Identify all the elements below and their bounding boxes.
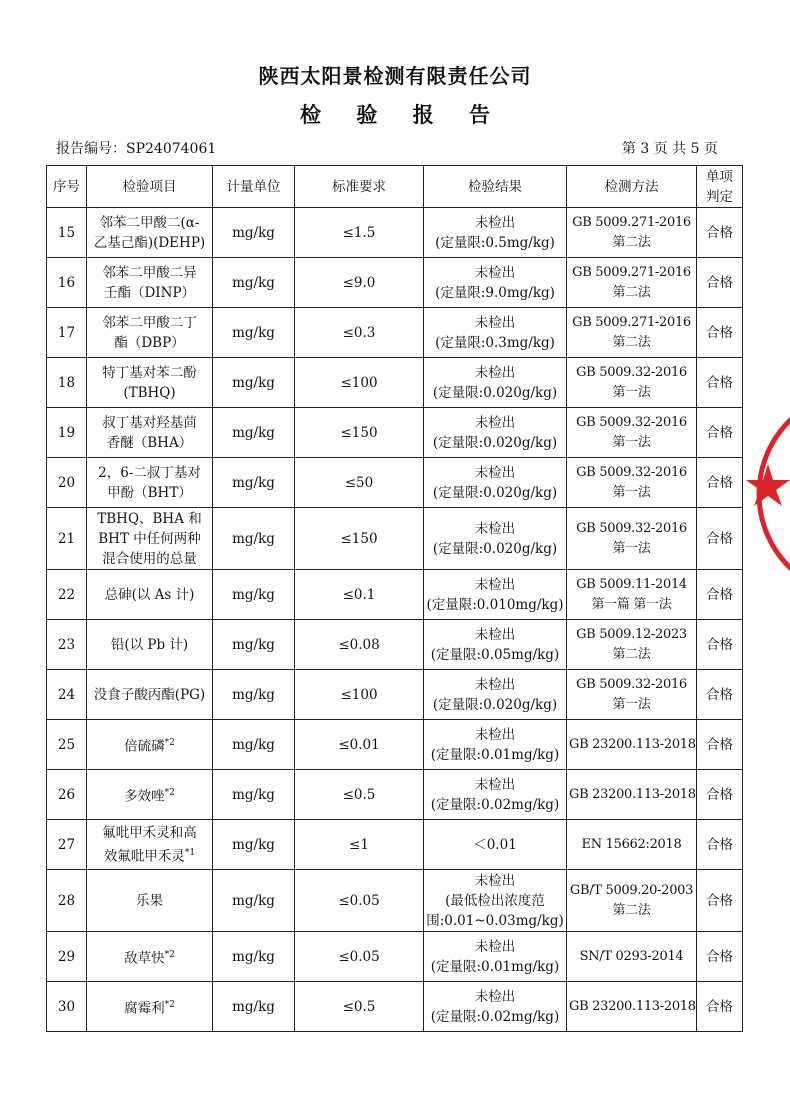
test-method-line: 第二法 xyxy=(612,902,651,918)
standard-requirement: ≤0.5 xyxy=(295,770,424,820)
test-result-line: (定量限:0.02mg/kg) xyxy=(430,796,560,813)
test-method-line: GB 5009.271-2016 xyxy=(572,264,691,280)
test-result-line: (定量限:0.010mg/kg) xyxy=(426,596,564,613)
test-item xyxy=(87,620,213,670)
test-result xyxy=(424,770,567,820)
test-result-line: (定量限:0.05mg/kg) xyxy=(430,646,560,663)
standard-requirement: ≤0.05 xyxy=(295,870,424,932)
unit: mg/kg xyxy=(213,620,295,670)
test-item xyxy=(87,358,213,408)
verdict: 合格 xyxy=(697,508,743,570)
footnote-marker: *2 xyxy=(164,999,175,1010)
test-method-line: 第一法 xyxy=(612,696,651,712)
verdict: 合格 xyxy=(697,358,743,408)
test-method-line: GB 23200.113-2018 xyxy=(569,998,696,1014)
verdict-header-line: 判定 xyxy=(706,188,733,205)
test-method-line: GB 5009.32-2016 xyxy=(576,464,687,480)
test-result-line: 未检出 xyxy=(474,938,516,955)
test-result-line: (定量限:0.020g/kg) xyxy=(432,540,558,557)
test-result-line: ＜0.01 xyxy=(473,836,517,853)
company-name: 陕西太阳景检测有限责任公司 xyxy=(258,64,532,88)
row-number: 30 xyxy=(47,982,87,1032)
test-result-line: 未检出 xyxy=(474,776,516,793)
table-row xyxy=(47,982,743,1032)
test-method xyxy=(567,932,697,982)
test-result-line: (定量限:0.02mg/kg) xyxy=(430,1008,560,1025)
test-method-line: GB/T 5009.20-2003 xyxy=(569,882,694,898)
test-method xyxy=(567,620,697,670)
test-item-line: 邻苯二甲酸二(α- xyxy=(99,214,200,231)
standard-requirement: ≤50 xyxy=(295,458,424,508)
test-result xyxy=(424,570,567,620)
footnote-marker: *2 xyxy=(164,949,175,960)
col-header-unit: 计量单位 xyxy=(213,166,295,208)
test-method-line: EN 15662:2018 xyxy=(581,836,682,852)
col-header-item: 检验项目 xyxy=(87,166,213,208)
test-item-line: 酯（DBP） xyxy=(114,334,185,351)
unit: mg/kg xyxy=(213,870,295,932)
test-method-line: GB 5009.12-2023 xyxy=(576,626,687,642)
verdict-header-line: 单项 xyxy=(706,168,733,185)
inspection-table xyxy=(46,165,743,1032)
report-title: 检 验 报 告 xyxy=(300,103,504,127)
table-row xyxy=(47,208,743,258)
test-result-line: (定量限:0.020g/kg) xyxy=(432,434,558,451)
test-result-line: 未检出 xyxy=(474,626,516,643)
test-result-line: 未检出 xyxy=(474,676,516,693)
row-number: 25 xyxy=(47,720,87,770)
test-result-line: 未检出 xyxy=(474,464,516,481)
test-result xyxy=(424,208,567,258)
verdict: 合格 xyxy=(697,870,743,932)
test-method xyxy=(567,458,697,508)
test-item-line: 多效唑$^{*2}$ xyxy=(124,787,175,805)
standard-requirement: ≤0.08 xyxy=(295,620,424,670)
test-item-line: 敌草快$^{*2}$ xyxy=(124,949,175,967)
test-method-line: GB 5009.32-2016 xyxy=(576,364,687,380)
test-result xyxy=(424,258,567,308)
test-result-line: 未检出 xyxy=(474,364,516,381)
verdict: 合格 xyxy=(697,258,743,308)
unit: mg/kg xyxy=(213,208,295,258)
test-method-line: GB 23200.113-2018 xyxy=(569,736,696,752)
test-method-line: 第一法 xyxy=(612,384,651,400)
test-item-line: 叔丁基对羟基茴 xyxy=(102,414,197,431)
test-method-line: 第二法 xyxy=(612,284,651,300)
unit: mg/kg xyxy=(213,358,295,408)
row-number: 15 xyxy=(47,208,87,258)
col-header-result: 检验结果 xyxy=(424,166,567,208)
test-item-line: 香醚（BHA） xyxy=(106,434,193,451)
test-method-line: 第二法 xyxy=(612,646,651,662)
unit: mg/kg xyxy=(213,258,295,308)
test-item-line: 效氟吡甲禾灵$^{*1}$ xyxy=(103,847,196,865)
test-item-line: BHT 中任何两种 xyxy=(98,530,201,547)
standard-requirement: ≤9.0 xyxy=(295,258,424,308)
test-method-line: GB 5009.271-2016 xyxy=(572,314,691,330)
test-item xyxy=(87,508,213,570)
test-item xyxy=(87,670,213,720)
verdict: 合格 xyxy=(697,982,743,1032)
col-header-requirement: 标准要求 xyxy=(295,166,424,208)
test-item-line: 邻苯二甲酸二丁 xyxy=(102,314,197,331)
test-result xyxy=(424,308,567,358)
report-number xyxy=(56,138,216,158)
test-result xyxy=(424,720,567,770)
test-item-line: 氟吡甲禾灵和高 xyxy=(102,824,197,841)
verdict: 合格 xyxy=(697,620,743,670)
standard-requirement: ≤100 xyxy=(295,670,424,720)
verdict: 合格 xyxy=(697,570,743,620)
test-method-line: 第一篇 第一法 xyxy=(591,596,672,612)
test-result-line: 未检出 xyxy=(474,872,516,889)
standard-requirement: ≤0.01 xyxy=(295,720,424,770)
test-method-line: SN/T 0293-2014 xyxy=(579,948,684,964)
test-item xyxy=(87,820,213,870)
test-method xyxy=(567,670,697,720)
test-method-line: GB 5009.32-2016 xyxy=(576,414,687,430)
test-result-line: (定量限:0.01mg/kg) xyxy=(430,958,560,975)
col-header-method: 检测方法 xyxy=(567,166,697,208)
unit: mg/kg xyxy=(213,508,295,570)
row-number: 26 xyxy=(47,770,87,820)
test-result-line: (定量限:0.020g/kg) xyxy=(432,384,558,401)
test-result-line: 未检出 xyxy=(474,726,516,743)
row-number: 27 xyxy=(47,820,87,870)
test-result xyxy=(424,982,567,1032)
page-indicator: 第 3 页 共 5 页 xyxy=(621,141,718,157)
standard-requirement: ≤0.05 xyxy=(295,932,424,982)
report-number-value: SP24074061 xyxy=(126,141,217,157)
test-result-line: 围:0.01~0.03mg/kg) xyxy=(426,912,564,929)
col-header-no: 序号 xyxy=(47,166,87,208)
test-result xyxy=(424,620,567,670)
unit: mg/kg xyxy=(213,570,295,620)
row-number: 18 xyxy=(47,358,87,408)
test-method xyxy=(567,258,697,308)
test-result-line: 未检出 xyxy=(474,264,516,281)
test-item xyxy=(87,570,213,620)
test-item xyxy=(87,408,213,458)
test-method-line: 第一法 xyxy=(612,434,651,450)
test-item xyxy=(87,258,213,308)
row-number: 22 xyxy=(47,570,87,620)
test-result xyxy=(424,458,567,508)
test-item-line: 倍硫磷$^{*2}$ xyxy=(124,737,175,755)
standard-requirement: ≤0.1 xyxy=(295,570,424,620)
test-result xyxy=(424,870,567,932)
test-result xyxy=(424,932,567,982)
test-item-line: 总砷(以 As 计) xyxy=(104,586,195,603)
test-method-line: GB 23200.113-2018 xyxy=(569,786,696,802)
standard-requirement: ≤100 xyxy=(295,358,424,408)
standard-requirement: ≤150 xyxy=(295,408,424,458)
unit: mg/kg xyxy=(213,932,295,982)
row-number: 17 xyxy=(47,308,87,358)
test-item-line: 乙基己酯)(DEHP) xyxy=(93,234,206,251)
table-row xyxy=(47,458,743,508)
table-row xyxy=(47,820,743,870)
test-method-line: GB 5009.32-2016 xyxy=(576,520,687,536)
test-method-line: GB 5009.32-2016 xyxy=(576,676,687,692)
verdict: 合格 xyxy=(697,670,743,720)
unit: mg/kg xyxy=(213,670,295,720)
test-method xyxy=(567,308,697,358)
table-row xyxy=(47,508,743,570)
test-result-line: 未检出 xyxy=(474,414,516,431)
report-meta xyxy=(56,138,718,158)
test-item xyxy=(87,720,213,770)
test-result-line: (最低检出浓度范 xyxy=(445,892,545,909)
test-result-line: 未检出 xyxy=(474,988,516,1005)
row-number: 28 xyxy=(47,870,87,932)
test-method-line: 第二法 xyxy=(612,234,651,250)
standard-requirement: ≤1 xyxy=(295,820,424,870)
unit: mg/kg xyxy=(213,308,295,358)
test-result-line: 未检出 xyxy=(474,314,516,331)
table-header-row xyxy=(47,166,743,208)
report-number-label: 报告编号： xyxy=(56,141,126,157)
verdict: 合格 xyxy=(697,308,743,358)
row-number: 29 xyxy=(47,932,87,982)
test-item-line: (TBHQ) xyxy=(123,384,176,401)
test-item xyxy=(87,308,213,358)
test-method xyxy=(567,720,697,770)
test-item-line: 邻苯二甲酸二异 xyxy=(102,264,197,281)
verdict: 合格 xyxy=(697,770,743,820)
unit: mg/kg xyxy=(213,820,295,870)
test-item-line: 铅(以 Pb 计) xyxy=(110,636,189,653)
test-result-line: 未检出 xyxy=(474,214,516,231)
table-row xyxy=(47,932,743,982)
test-item xyxy=(87,770,213,820)
test-method xyxy=(567,208,697,258)
verdict: 合格 xyxy=(697,932,743,982)
standard-requirement: ≤150 xyxy=(295,508,424,570)
unit: mg/kg xyxy=(213,982,295,1032)
table-row xyxy=(47,570,743,620)
test-method xyxy=(567,820,697,870)
test-item xyxy=(87,870,213,932)
test-item xyxy=(87,932,213,982)
test-method-line: GB 5009.11-2014 xyxy=(576,576,687,592)
test-item-line: 混合使用的总量 xyxy=(102,550,197,567)
verdict: 合格 xyxy=(697,408,743,458)
row-number: 20 xyxy=(47,458,87,508)
verdict: 合格 xyxy=(697,720,743,770)
standard-requirement: ≤0.5 xyxy=(295,982,424,1032)
test-item-line: TBHQ、BHA 和 xyxy=(97,510,202,527)
test-item-line: 甲酚（BHT） xyxy=(107,484,192,501)
test-method-line: 第二法 xyxy=(612,334,651,350)
table-row xyxy=(47,308,743,358)
test-method xyxy=(567,870,697,932)
verdict: 合格 xyxy=(697,458,743,508)
test-result xyxy=(424,358,567,408)
table-row xyxy=(47,720,743,770)
footnote-marker: *2 xyxy=(164,787,175,798)
verdict: 合格 xyxy=(697,820,743,870)
unit: mg/kg xyxy=(213,408,295,458)
footnote-marker: *2 xyxy=(164,737,175,748)
test-result-line: 未检出 xyxy=(474,576,516,593)
test-result-line: (定量限:0.020g/kg) xyxy=(432,696,558,713)
test-item-line: 特丁基对苯二酚 xyxy=(102,364,197,381)
row-number: 19 xyxy=(47,408,87,458)
table-row xyxy=(47,620,743,670)
test-result xyxy=(424,508,567,570)
test-method xyxy=(567,982,697,1032)
test-result-line: (定量限:0.020g/kg) xyxy=(432,484,558,501)
test-method xyxy=(567,570,697,620)
row-number: 21 xyxy=(47,508,87,570)
test-item-line: 乐果 xyxy=(136,892,163,909)
verdict: 合格 xyxy=(697,208,743,258)
test-result-line: (定量限:9.0mg/kg) xyxy=(435,284,555,301)
test-result-line: (定量限:0.01mg/kg) xyxy=(430,746,560,763)
footnote-marker: *1 xyxy=(184,847,196,858)
test-result-line: (定量限:0.5mg/kg) xyxy=(435,234,555,251)
test-method-line: 第一法 xyxy=(612,484,651,500)
table-row xyxy=(47,258,743,308)
row-number: 23 xyxy=(47,620,87,670)
test-result xyxy=(424,670,567,720)
seal-graphic xyxy=(742,398,790,598)
test-item-line: 没食子酸丙酯(PG) xyxy=(93,686,206,703)
test-result xyxy=(424,408,567,458)
row-number: 24 xyxy=(47,670,87,720)
test-method xyxy=(567,408,697,458)
test-item xyxy=(87,982,213,1032)
standard-requirement: ≤0.3 xyxy=(295,308,424,358)
test-method-line: GB 5009.271-2016 xyxy=(572,214,691,230)
test-method-line: 第一法 xyxy=(612,540,651,556)
test-item-line: 腐霉利$^{*2}$ xyxy=(124,999,175,1017)
official-seal xyxy=(742,398,790,598)
test-method xyxy=(567,770,697,820)
table-row xyxy=(47,408,743,458)
standard-requirement: ≤1.5 xyxy=(295,208,424,258)
test-item xyxy=(87,458,213,508)
test-result xyxy=(424,820,567,870)
table-row xyxy=(47,358,743,408)
unit: mg/kg xyxy=(213,720,295,770)
table-row xyxy=(47,770,743,820)
table-row xyxy=(47,670,743,720)
test-item xyxy=(87,208,213,258)
col-header-verdict xyxy=(697,166,743,208)
unit: mg/kg xyxy=(213,458,295,508)
test-result-line: (定量限:0.3mg/kg) xyxy=(435,334,555,351)
row-number: 16 xyxy=(47,258,87,308)
test-method xyxy=(567,508,697,570)
test-result-line: 未检出 xyxy=(474,520,516,537)
test-item-line: 壬酯（DINP） xyxy=(103,284,196,301)
test-method xyxy=(567,358,697,408)
test-item-line: 2，6-二叔丁基对 xyxy=(98,464,201,481)
table-row xyxy=(47,870,743,932)
unit: mg/kg xyxy=(213,770,295,820)
